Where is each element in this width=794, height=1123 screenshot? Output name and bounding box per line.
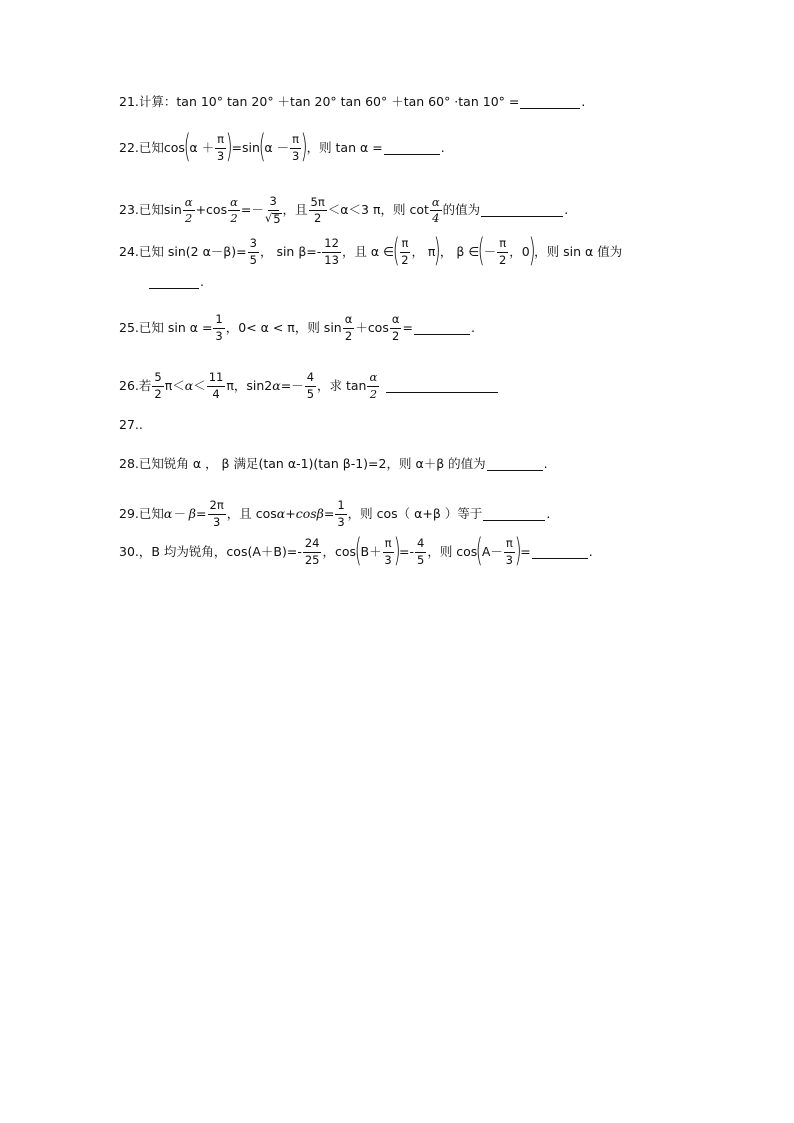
- denominator: 3: [505, 552, 513, 567]
- period: .: [200, 274, 204, 290]
- numerator: 5π: [309, 197, 327, 212]
- expr-text: α－ β=: [163, 505, 207, 521]
- expr-text: π＜: [164, 377, 185, 393]
- answer-blank: [483, 508, 545, 521]
- question-30-label: 30.，B 均为锐角，cos(A＋B)=-: [119, 543, 302, 559]
- answer-blank: [532, 546, 588, 559]
- question-24: [119, 231, 623, 270]
- denominator: 13: [324, 252, 339, 267]
- numerator: π: [290, 134, 301, 149]
- question-26: [119, 372, 499, 400]
- question-21-text: 21.计算：tan 10° tan 20° ＋tan 20° tan 60° ＋tan 60° ·tan 10° =: [119, 94, 520, 110]
- expr-text: ，且 cos: [226, 505, 277, 521]
- question-25-label: 25.已知 sin α =: [119, 319, 213, 335]
- fraction: [265, 196, 282, 225]
- numerator: 4: [305, 372, 316, 387]
- expr-text: A－: [481, 543, 503, 559]
- denominator: 3: [216, 148, 225, 163]
- denominator: 3: [215, 328, 223, 343]
- denominator: 3: [337, 514, 345, 529]
- question-25: [119, 314, 475, 342]
- expr-text: π，sin2: [226, 377, 273, 393]
- fraction: [215, 134, 226, 162]
- numerator: π: [497, 238, 508, 253]
- answer-blank: [386, 380, 498, 393]
- numerator: α: [343, 314, 355, 329]
- right-paren: ): [514, 531, 522, 570]
- expr-text: ＋cos: [355, 319, 389, 335]
- numerator: π: [383, 538, 394, 553]
- expr-text: α+cos: [276, 505, 317, 521]
- numerator: α: [228, 197, 240, 212]
- answer-blank: [520, 96, 580, 109]
- expr-text: =sin: [231, 139, 260, 155]
- sqrt-denominator: [265, 211, 282, 226]
- left-paren: (: [392, 231, 400, 270]
- right-paren: ): [300, 127, 308, 166]
- answer-blank: [481, 204, 563, 217]
- answer-blank: [487, 458, 543, 471]
- expr-text: ＜: [193, 377, 206, 393]
- question-29: [119, 500, 550, 528]
- fraction: [290, 134, 301, 162]
- numerator: 24: [303, 538, 322, 553]
- denominator: 2: [369, 386, 378, 401]
- question-27: [119, 419, 143, 432]
- numerator: 2π: [208, 500, 226, 515]
- question-23-label: 23.已知sin: [119, 202, 182, 218]
- fraction: [248, 238, 259, 266]
- expr-text: =: [520, 543, 531, 559]
- denominator: 2: [154, 386, 162, 401]
- fraction: [367, 372, 379, 400]
- denominator: 2: [185, 211, 193, 225]
- expr-text: ，则 cos: [427, 543, 478, 559]
- fraction: [322, 238, 341, 266]
- expr-text: =－: [280, 377, 304, 393]
- denominator: 3: [291, 148, 300, 163]
- denominator: 4: [432, 211, 440, 225]
- expr-text: ，0< α < π，则 sin: [225, 319, 342, 335]
- denominator: 5: [306, 386, 315, 401]
- denominator: 2: [313, 211, 322, 225]
- denominator: 2: [401, 252, 409, 267]
- expr-text: α: [184, 377, 194, 393]
- right-paren: ): [528, 231, 536, 270]
- question-22-label: 22.已知cos: [119, 139, 185, 155]
- left-paren: (: [476, 531, 484, 570]
- numerator: 3: [268, 196, 279, 211]
- left-paren: (: [478, 231, 485, 270]
- radicand: 5: [273, 211, 281, 226]
- expr-text: 的值为: [442, 202, 481, 218]
- question-30: [119, 531, 593, 570]
- expr-text: ， π: [411, 243, 436, 259]
- expr-text: ，0: [509, 243, 530, 259]
- denominator: 2: [230, 211, 238, 225]
- fraction: [305, 372, 316, 400]
- answer-blank: [149, 276, 199, 289]
- fraction: [228, 194, 240, 225]
- numerator: 11: [207, 372, 226, 387]
- fraction: [430, 194, 442, 225]
- question-27-text: 27..: [119, 417, 143, 432]
- question-24-answer-line: [148, 276, 204, 289]
- fraction: [309, 194, 327, 225]
- expr-text: ＜: [327, 202, 341, 218]
- expr-text: ，则 tan α =: [306, 139, 383, 155]
- numerator: π: [215, 134, 226, 149]
- expr-text: －: [483, 243, 497, 259]
- fraction: [383, 538, 394, 566]
- denominator: 4: [212, 386, 220, 401]
- denominator: 5: [249, 252, 257, 267]
- fraction: [152, 372, 163, 400]
- question-22: [119, 127, 445, 166]
- denominator: 2: [344, 328, 353, 343]
- numerator: α: [183, 197, 195, 212]
- numerator: 5: [152, 372, 163, 387]
- fraction: [208, 500, 226, 528]
- denominator: 3: [384, 552, 392, 567]
- expr-text: α: [272, 377, 281, 393]
- expr-text: ，且 α ∈: [341, 243, 395, 259]
- question-29-label: 29.已知: [119, 505, 164, 521]
- expr-text: =－: [240, 202, 264, 218]
- numerator: α: [390, 314, 402, 329]
- numerator: 3: [248, 238, 259, 253]
- fraction: [415, 538, 426, 566]
- period: .: [588, 543, 593, 559]
- period: .: [581, 94, 586, 110]
- fraction: [335, 500, 346, 528]
- expr-text: α ＋: [189, 139, 215, 155]
- question-23: [119, 196, 568, 225]
- expr-text: +cos: [195, 202, 228, 218]
- question-28: [119, 458, 548, 471]
- expr-text: =-: [399, 543, 414, 559]
- expr-text: =: [402, 319, 413, 335]
- numerator: 12: [322, 238, 341, 253]
- fraction: [390, 314, 402, 342]
- answer-blank: [384, 142, 440, 155]
- period: .: [470, 319, 475, 335]
- numerator: 1: [213, 314, 224, 329]
- left-paren: (: [183, 127, 191, 166]
- question-26-label: 26.若: [119, 377, 152, 393]
- period: .: [440, 139, 445, 155]
- fraction: [183, 194, 195, 225]
- expr-text: B＋: [360, 543, 382, 559]
- expr-text: ， sin β=-: [259, 243, 322, 259]
- denominator: 2: [391, 328, 400, 343]
- denominator: 3: [212, 514, 221, 529]
- expr-text: ，则 sin α 值为: [534, 243, 623, 259]
- fraction: [213, 314, 224, 342]
- fraction: [207, 372, 226, 400]
- numerator: α: [430, 197, 442, 212]
- period: .: [546, 505, 551, 521]
- denominator: 25: [304, 552, 320, 567]
- question-24-label: 24.已知 sin(2 α－β)=: [119, 243, 247, 259]
- numerator: 1: [335, 500, 346, 515]
- question-21: [119, 96, 585, 109]
- expr-text: α －: [264, 139, 290, 155]
- expr-text: ， β ∈: [439, 243, 480, 259]
- answer-blank: [414, 322, 470, 335]
- numerator: π: [400, 238, 411, 253]
- right-paren: ): [225, 127, 233, 166]
- period: .: [564, 202, 569, 218]
- numerator: π: [504, 538, 515, 553]
- sqrt-sign: √ 5: [264, 210, 281, 226]
- fraction: [504, 538, 515, 566]
- fraction: [303, 538, 322, 566]
- fraction: [343, 314, 355, 342]
- expr-text: β=: [316, 505, 335, 521]
- expr-text: α＜3 π，则 cot: [340, 202, 429, 218]
- expr-text: ，且: [282, 202, 308, 218]
- expr-text: ，cos: [322, 543, 357, 559]
- fraction: [400, 238, 411, 266]
- denominator: 2: [499, 252, 507, 267]
- left-paren: (: [354, 531, 362, 570]
- right-paren: ): [393, 531, 401, 570]
- left-paren: (: [258, 127, 266, 166]
- question-28-text: 28.已知锐角 α ， β 满足(tan α-1)(tan β-1)=2，则 α＋β 的值为: [119, 456, 486, 472]
- period: .: [543, 456, 548, 472]
- fraction: [497, 238, 508, 266]
- expr-text: ，求 tan: [317, 377, 367, 393]
- numerator: α: [367, 372, 379, 387]
- expr-text: ，则 cos（ α+β ）等于: [347, 505, 483, 521]
- numerator: 4: [415, 538, 426, 553]
- right-paren: ): [434, 231, 442, 270]
- denominator: 5: [416, 552, 425, 567]
